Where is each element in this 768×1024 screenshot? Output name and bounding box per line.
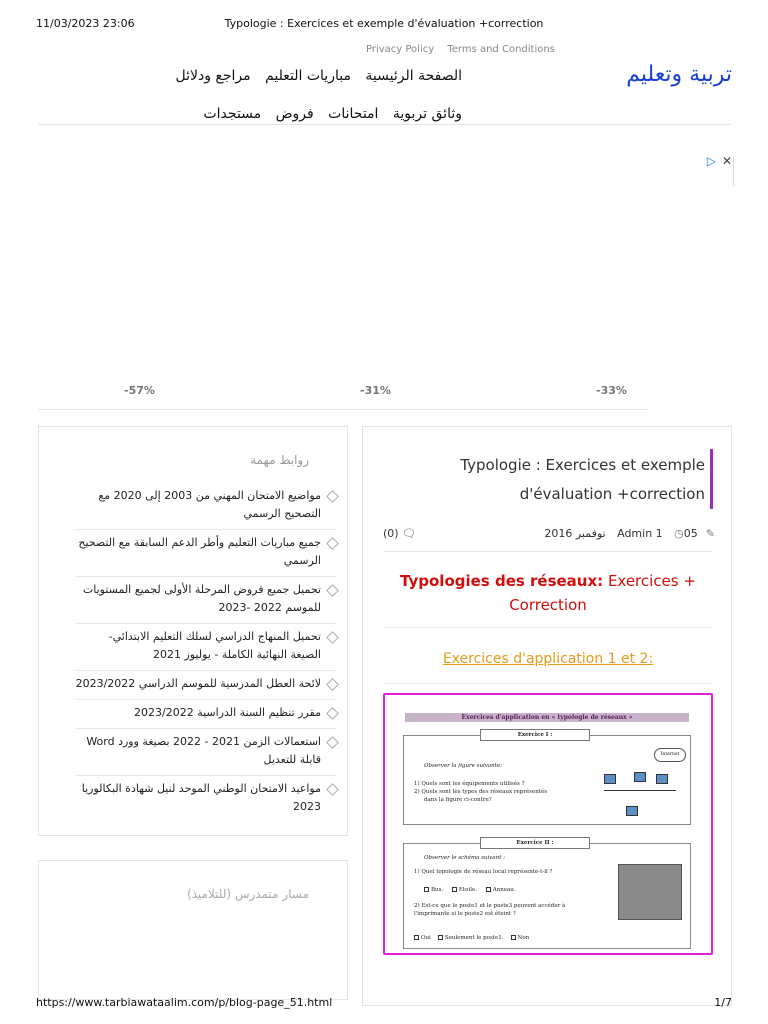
- ad-discount[interactable]: -57%: [124, 384, 155, 397]
- post-content: [362, 426, 732, 1006]
- nav-item-tests[interactable]: فروض: [275, 106, 314, 122]
- computer-icon: [634, 772, 646, 782]
- ad-discounts: [38, 384, 732, 400]
- ex2-intro: Observer le schéma suivant :: [424, 855, 506, 861]
- meta-divider: [383, 551, 713, 552]
- sidebar-link[interactable]: تحميل المنهاج الدراسي لسلك التعليم الابتدائي- الصيغة النهائية الكاملة - يوليوز 2021: [75, 624, 337, 671]
- computer-icon: [656, 774, 668, 784]
- post-meta: [383, 527, 715, 545]
- ex2-question-1: 1) Quel topologie de réseau local représente-t-il ?: [414, 869, 553, 875]
- adchoices-icon[interactable]: ▷: [706, 154, 716, 168]
- ad-controls: [707, 154, 732, 168]
- ex2-answer: Seulement le poste1.: [444, 935, 504, 941]
- privacy-policy-link[interactable]: Privacy Policy: [366, 44, 435, 55]
- main-nav-row-2: [193, 106, 462, 122]
- doc-header: Exercices d'application en « typologie de réseaux »: [405, 713, 689, 722]
- ex2-answer: Oui: [421, 935, 431, 941]
- ex2-question-2b: l'imprimante si le poste2 est éteint ?: [414, 911, 516, 917]
- sidebar-list: [75, 483, 337, 822]
- ex1-question-2b: dans la figure ci-contre?: [424, 797, 492, 803]
- ex1-intro: Observer la figure suivante:: [424, 763, 502, 769]
- post-title: [405, 451, 705, 509]
- nav-item-exams[interactable]: امتحانات: [328, 106, 379, 122]
- ex2-option: Etoile.: [458, 887, 477, 893]
- sidebar-link[interactable]: مواعيد الامتحان الوطني الموحد لنيل شهادة البكالوريا 2023: [75, 776, 337, 822]
- ex2-options: [424, 886, 516, 894]
- sidebar-link[interactable]: مواضيع الامتحان المهني من 2003 إلى 2020 مع التصحيح الرسمي: [75, 483, 337, 530]
- ex2-answers: [414, 934, 529, 942]
- top-links: [366, 44, 565, 55]
- exercise-1-box: [403, 732, 691, 825]
- sidebar-link[interactable]: استعمالات الزمن 2021 - 2022 بصيغة وورد Word قابلة للتعديل: [75, 729, 337, 776]
- checkbox: [424, 887, 429, 892]
- post-title-line2: d'évaluation +correction: [519, 485, 705, 503]
- main-nav-row-1: [165, 68, 462, 84]
- ad-discount[interactable]: -31%: [360, 384, 391, 397]
- sidebar-link[interactable]: تحميل جميع فروض المرحلة الأولى لجميع المستويات للموسم 2022 -2023: [75, 577, 337, 624]
- computer-icon: [604, 774, 616, 784]
- sidebar-important-links: [38, 426, 348, 836]
- checkbox: [486, 887, 491, 892]
- ex1-question-1: 1) Quels sont les équipements utilisés ?: [414, 781, 525, 787]
- section-title-line2: Correction: [509, 596, 587, 614]
- sidebar-link[interactable]: جميع مباريات التعليم وأطر الدعم السابقة مع التصحيح الرسمي: [75, 530, 337, 577]
- print-page-number: 1/7: [714, 996, 732, 1009]
- section-title-rest: Exercices +: [603, 572, 696, 590]
- sidebar-student-path: [38, 860, 348, 1000]
- comment-icon: 🗨: [402, 527, 417, 540]
- ex2-option: Anneau.: [492, 887, 516, 893]
- section-title-red: Typologies des réseaux:: [400, 572, 604, 590]
- checkbox: [414, 935, 419, 940]
- ad-discount[interactable]: -33%: [596, 384, 627, 397]
- exercises-subheading: Exercices d'application 1 et 2:: [442, 651, 654, 667]
- clock-icon: ◷: [674, 527, 684, 540]
- network-line: [604, 790, 676, 791]
- nav-item-contests[interactable]: مباريات التعليم: [265, 68, 351, 84]
- ex2-option: Bus.: [431, 887, 444, 893]
- section-title: [383, 569, 713, 617]
- header-divider: [38, 124, 732, 125]
- ad-banner: [38, 154, 732, 410]
- post-author[interactable]: Admin 1: [617, 527, 663, 540]
- print-date: 11/03/2023 23:06: [36, 17, 135, 30]
- post-date: 05 نوفمبر 2016: [544, 527, 698, 540]
- internet-cloud-icon: Internet: [654, 748, 686, 762]
- print-url: https://www.tarbiawataalim.com/p/blog-page_51.html: [36, 996, 333, 1009]
- site-logo[interactable]: تربية وتعليم: [626, 62, 732, 87]
- nav-item-home[interactable]: الصفحة الرئيسية: [365, 68, 462, 84]
- exercise-1-label: Exercice I :: [480, 729, 590, 741]
- network-schema-photo: [618, 864, 682, 920]
- comments-count[interactable]: [383, 527, 416, 540]
- checkbox: [511, 935, 516, 940]
- section-divider: [383, 627, 713, 628]
- ex2-answer: Non: [517, 935, 530, 941]
- nav-item-references[interactable]: مراجع ودلائل: [175, 68, 251, 84]
- ad-bottom-divider: [38, 409, 648, 410]
- checkbox: [452, 887, 457, 892]
- terms-link[interactable]: Terms and Conditions: [447, 44, 555, 55]
- sidebar-link[interactable]: مقرر تنظيم السنة الدراسية 2023/2022: [75, 700, 337, 729]
- sidebar-title: روابط مهمة: [250, 453, 309, 467]
- checkbox: [438, 935, 443, 940]
- exercise-2-label: Exercice II :: [480, 837, 590, 849]
- ex1-question-2: 2) Quels sont les types des réseaux représentés: [414, 789, 548, 795]
- exercise-document-image[interactable]: [383, 693, 713, 955]
- title-accent-bar: [710, 449, 713, 509]
- sidebar2-title: مسار متمدرس (للتلاميذ): [186, 887, 309, 901]
- subheading-divider: [383, 683, 713, 684]
- post-meta-right: [536, 527, 715, 540]
- print-title: Typologie : Exercices et exemple d'évaluation +correction: [224, 17, 544, 30]
- close-icon[interactable]: ✕: [721, 154, 732, 168]
- nav-item-news[interactable]: مستجدات: [203, 106, 262, 122]
- comments-count-label: (0): [383, 527, 399, 540]
- post-title-line1: Typologie : Exercices et exemple: [460, 456, 705, 474]
- print-header: [0, 17, 768, 31]
- exercise-2-box: [403, 840, 691, 949]
- exercise-document: [393, 703, 703, 949]
- ex2-question-2: 2) Est-ce que le poste1 et le poste3 peuvent accéder à: [414, 903, 566, 909]
- nav-item-documents[interactable]: وثائق تربوية: [392, 106, 462, 122]
- sidebar-link[interactable]: لائحة العطل المدرسية للموسم الدراسي 2023/2022: [75, 671, 337, 700]
- author-icon: ✎: [705, 527, 715, 540]
- ad-divider: [733, 156, 734, 186]
- computer-icon: [626, 806, 638, 816]
